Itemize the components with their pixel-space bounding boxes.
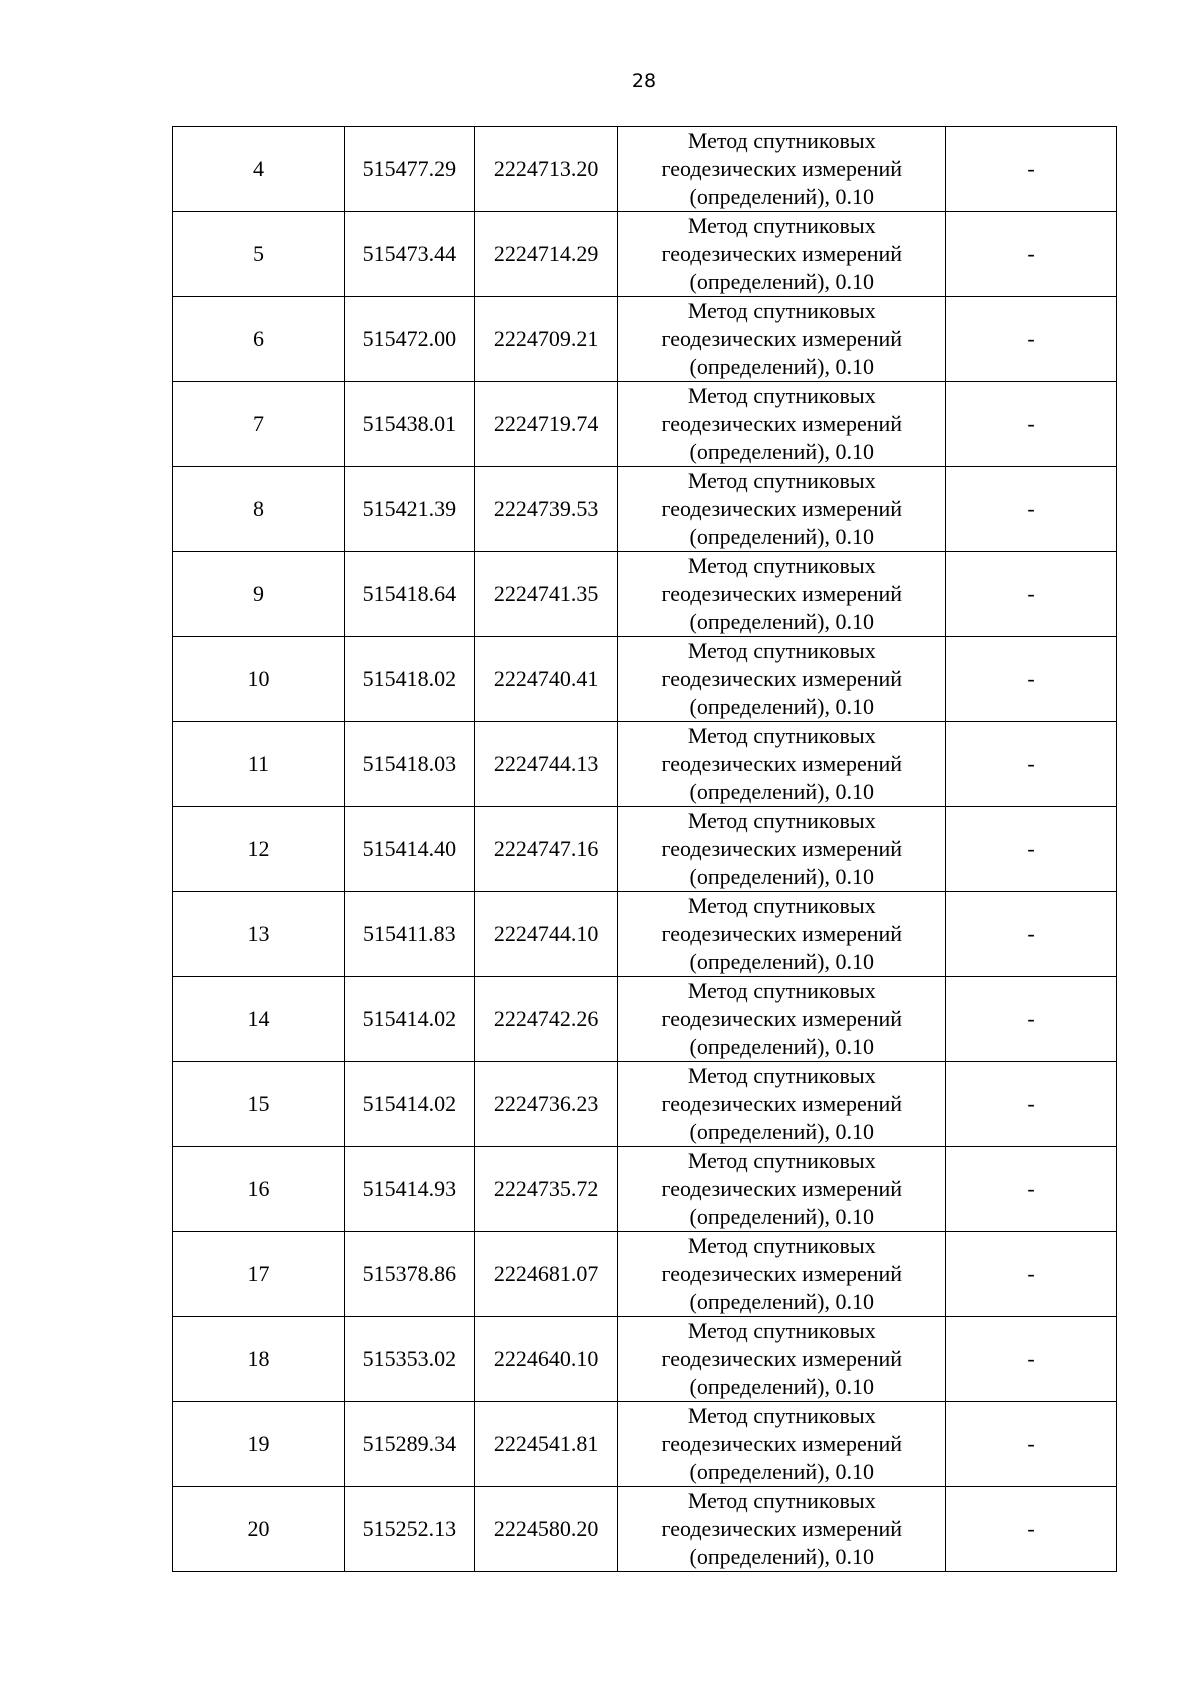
- method-text-line: (определений), 0.10: [689, 1204, 874, 1229]
- table-row: [173, 467, 1117, 552]
- point-number-cell: 15: [173, 1062, 345, 1147]
- y-coordinate-cell: 2224747.16: [474, 807, 618, 892]
- method-cell: [618, 722, 946, 807]
- x-coordinate-cell: 515252.13: [344, 1487, 474, 1572]
- method-text-line: Метод спутниковых: [687, 978, 876, 1003]
- y-coordinate-cell: 2224713.20: [474, 127, 618, 212]
- note-cell: -: [946, 1147, 1117, 1232]
- note-cell: -: [946, 1487, 1117, 1572]
- method-text-line: (определений), 0.10: [689, 864, 874, 889]
- method-text-line: (определений), 0.10: [689, 609, 874, 634]
- method-text-line: Метод спутниковых: [687, 723, 876, 748]
- method-text-line: геодезических измерений: [661, 666, 903, 691]
- x-coordinate-cell: 515418.03: [344, 722, 474, 807]
- method-text-line: Метод спутниковых: [687, 1488, 876, 1513]
- method-cell: [618, 807, 946, 892]
- note-cell: -: [946, 382, 1117, 467]
- method-text-line: Метод спутниковых: [687, 298, 876, 323]
- method-text-line: геодезических измерений: [661, 921, 903, 946]
- method-text-line: Метод спутниковых: [687, 383, 876, 408]
- method-text-line: Метод спутниковых: [687, 468, 876, 493]
- method-text-line: Метод спутниковых: [687, 1148, 876, 1173]
- table-row: [173, 1062, 1117, 1147]
- note-cell: -: [946, 467, 1117, 552]
- method-cell: [618, 1147, 946, 1232]
- method-cell: [618, 1402, 946, 1487]
- coordinates-table: [172, 126, 1117, 1572]
- method-text-line: геодезических измерений: [661, 581, 903, 606]
- method-cell: [618, 467, 946, 552]
- y-coordinate-cell: 2224640.10: [474, 1317, 618, 1402]
- x-coordinate-cell: 515378.86: [344, 1232, 474, 1317]
- note-cell: -: [946, 892, 1117, 977]
- method-cell: [618, 212, 946, 297]
- method-cell: [618, 382, 946, 467]
- point-number-cell: 19: [173, 1402, 345, 1487]
- method-cell: [618, 297, 946, 382]
- method-text-line: (определений), 0.10: [689, 694, 874, 719]
- method-cell: [618, 892, 946, 977]
- table-row: [173, 382, 1117, 467]
- x-coordinate-cell: 515472.00: [344, 297, 474, 382]
- method-cell: [618, 977, 946, 1062]
- table-row: [173, 977, 1117, 1062]
- method-text-line: (определений), 0.10: [689, 1544, 874, 1569]
- method-text-line: геодезических измерений: [661, 496, 903, 521]
- x-coordinate-cell: 515418.02: [344, 637, 474, 722]
- method-cell: [618, 1317, 946, 1402]
- method-text-line: (определений), 0.10: [689, 184, 874, 209]
- method-text-line: (определений), 0.10: [689, 1289, 874, 1314]
- x-coordinate-cell: 515418.64: [344, 552, 474, 637]
- y-coordinate-cell: 2224736.23: [474, 1062, 618, 1147]
- method-text-line: Метод спутниковых: [687, 553, 876, 578]
- point-number-cell: 5: [173, 212, 345, 297]
- y-coordinate-cell: 2224681.07: [474, 1232, 618, 1317]
- x-coordinate-cell: 515477.29: [344, 127, 474, 212]
- method-text-line: (определений), 0.10: [689, 269, 874, 294]
- method-text-line: (определений), 0.10: [689, 1119, 874, 1144]
- x-coordinate-cell: 515414.02: [344, 977, 474, 1062]
- method-text-line: (определений), 0.10: [689, 1459, 874, 1484]
- point-number-cell: 12: [173, 807, 345, 892]
- note-cell: -: [946, 977, 1117, 1062]
- table-row: [173, 1317, 1117, 1402]
- method-text-line: геодезических измерений: [661, 1006, 903, 1031]
- method-text-line: Метод спутниковых: [687, 1403, 876, 1428]
- method-text-line: Метод спутниковых: [687, 893, 876, 918]
- point-number-cell: 9: [173, 552, 345, 637]
- y-coordinate-cell: 2224742.26: [474, 977, 618, 1062]
- note-cell: -: [946, 1402, 1117, 1487]
- method-text-line: Метод спутниковых: [687, 638, 876, 663]
- y-coordinate-cell: 2224719.74: [474, 382, 618, 467]
- x-coordinate-cell: 515414.40: [344, 807, 474, 892]
- y-coordinate-cell: 2224739.53: [474, 467, 618, 552]
- x-coordinate-cell: 515473.44: [344, 212, 474, 297]
- method-text-line: Метод спутниковых: [687, 213, 876, 238]
- point-number-cell: 20: [173, 1487, 345, 1572]
- method-text-line: геодезических измерений: [661, 751, 903, 776]
- method-text-line: геодезических измерений: [661, 1431, 903, 1456]
- method-text-line: (определений), 0.10: [689, 439, 874, 464]
- table-row: [173, 552, 1117, 637]
- point-number-cell: 11: [173, 722, 345, 807]
- method-cell: [618, 127, 946, 212]
- y-coordinate-cell: 2224714.29: [474, 212, 618, 297]
- point-number-cell: 4: [173, 127, 345, 212]
- x-coordinate-cell: 515414.93: [344, 1147, 474, 1232]
- method-text-line: геодезических измерений: [661, 1176, 903, 1201]
- note-cell: -: [946, 1232, 1117, 1317]
- method-text-line: Метод спутниковых: [687, 1233, 876, 1258]
- method-text-line: геодезических измерений: [661, 1091, 903, 1116]
- table-row: [173, 1402, 1117, 1487]
- table-row: [173, 722, 1117, 807]
- method-text-line: Метод спутниковых: [687, 128, 876, 153]
- point-number-cell: 14: [173, 977, 345, 1062]
- method-text-line: геодезических измерений: [661, 326, 903, 351]
- note-cell: -: [946, 1062, 1117, 1147]
- y-coordinate-cell: 2224580.20: [474, 1487, 618, 1572]
- method-text-line: (определений), 0.10: [689, 354, 874, 379]
- note-cell: -: [946, 127, 1117, 212]
- y-coordinate-cell: 2224741.35: [474, 552, 618, 637]
- y-coordinate-cell: 2224541.81: [474, 1402, 618, 1487]
- note-cell: -: [946, 722, 1117, 807]
- method-text-line: (определений), 0.10: [689, 1374, 874, 1399]
- method-text-line: Метод спутниковых: [687, 1063, 876, 1088]
- table-row: [173, 127, 1117, 212]
- x-coordinate-cell: 515411.83: [344, 892, 474, 977]
- note-cell: -: [946, 297, 1117, 382]
- y-coordinate-cell: 2224744.13: [474, 722, 618, 807]
- coordinates-table-body: [173, 127, 1117, 1572]
- method-text-line: Метод спутниковых: [687, 1318, 876, 1343]
- method-cell: [618, 1487, 946, 1572]
- table-row: [173, 297, 1117, 382]
- point-number-cell: 10: [173, 637, 345, 722]
- y-coordinate-cell: 2224735.72: [474, 1147, 618, 1232]
- x-coordinate-cell: 515438.01: [344, 382, 474, 467]
- method-text-line: геодезических измерений: [661, 1346, 903, 1371]
- table-row: [173, 892, 1117, 977]
- note-cell: -: [946, 1317, 1117, 1402]
- table-row: [173, 1232, 1117, 1317]
- method-text-line: геодезических измерений: [661, 1516, 903, 1541]
- method-cell: [618, 1062, 946, 1147]
- note-cell: -: [946, 212, 1117, 297]
- table-row: [173, 1487, 1117, 1572]
- point-number-cell: 8: [173, 467, 345, 552]
- note-cell: -: [946, 637, 1117, 722]
- method-cell: [618, 1232, 946, 1317]
- method-text-line: геодезических измерений: [661, 836, 903, 861]
- method-text-line: геодезических измерений: [661, 156, 903, 181]
- method-text-line: геодезических измерений: [661, 1261, 903, 1286]
- y-coordinate-cell: 2224744.10: [474, 892, 618, 977]
- point-number-cell: 16: [173, 1147, 345, 1232]
- note-cell: -: [946, 552, 1117, 637]
- method-text-line: (определений), 0.10: [689, 949, 874, 974]
- table-row: [173, 1147, 1117, 1232]
- table-row: [173, 212, 1117, 297]
- method-text-line: Метод спутниковых: [687, 808, 876, 833]
- point-number-cell: 7: [173, 382, 345, 467]
- method-text-line: геодезических измерений: [661, 241, 903, 266]
- method-text-line: (определений), 0.10: [689, 779, 874, 804]
- x-coordinate-cell: 515353.02: [344, 1317, 474, 1402]
- table-row: [173, 807, 1117, 892]
- method-text-line: (определений), 0.10: [689, 524, 874, 549]
- method-cell: [618, 637, 946, 722]
- x-coordinate-cell: 515421.39: [344, 467, 474, 552]
- note-cell: -: [946, 807, 1117, 892]
- point-number-cell: 13: [173, 892, 345, 977]
- point-number-cell: 17: [173, 1232, 345, 1317]
- x-coordinate-cell: 515289.34: [344, 1402, 474, 1487]
- point-number-cell: 6: [173, 297, 345, 382]
- y-coordinate-cell: 2224740.41: [474, 637, 618, 722]
- x-coordinate-cell: 515414.02: [344, 1062, 474, 1147]
- method-text-line: (определений), 0.10: [689, 1034, 874, 1059]
- point-number-cell: 18: [173, 1317, 345, 1402]
- table-row: [173, 637, 1117, 722]
- method-cell: [618, 552, 946, 637]
- y-coordinate-cell: 2224709.21: [474, 297, 618, 382]
- page-number: 28: [631, 70, 657, 92]
- method-text-line: геодезических измерений: [661, 411, 903, 436]
